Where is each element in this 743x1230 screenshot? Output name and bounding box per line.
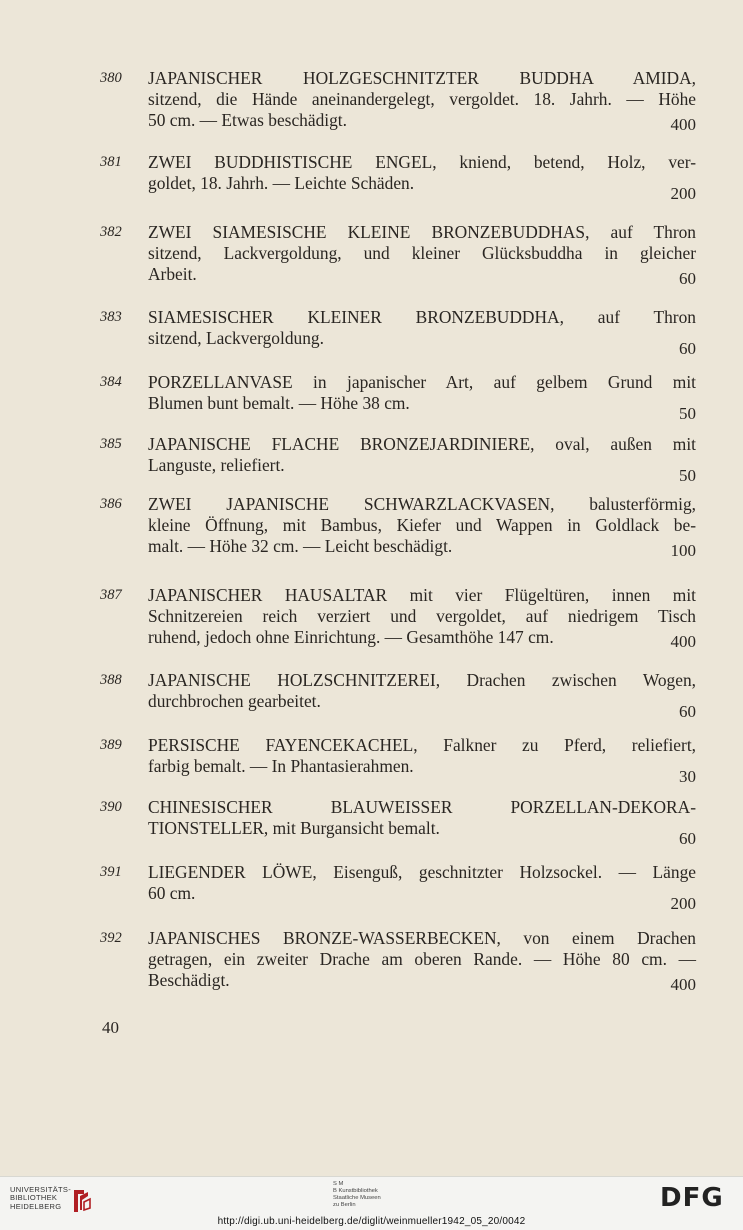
lot-description-line: Schnitzereien reich verziert und vergoldet, auf niedrigem Tisch	[148, 606, 696, 626]
lot-number: 389	[100, 737, 122, 753]
dfg-logo[interactable]: DFG	[660, 1183, 724, 1213]
lot-price: 50	[679, 404, 696, 423]
lot-price: 50	[679, 466, 696, 485]
lot-description	[148, 222, 696, 285]
lot-description	[148, 68, 696, 131]
lot-description-line: PERSISCHE FAYENCEKACHEL, Falkner zu Pferd, reliefiert,	[148, 735, 696, 755]
lot-description-line: JAPANISCHER HOLZGESCHNITZTER BUDDHA AMIDA,	[148, 68, 696, 88]
lot-description-line: Languste, reliefiert.	[148, 455, 285, 475]
lot-description-line: PORZELLANVASE in japanischer Art, auf gelbem Grund mit	[148, 372, 696, 392]
lot-description-line: kleine Öffnung, mit Bambus, Kiefer und Wappen in Goldlack be-	[148, 515, 696, 535]
lot-price: 200	[670, 894, 696, 913]
university-line: HEIDELBERG	[10, 1201, 62, 1211]
lot-description	[148, 372, 696, 414]
lot-description-line: ruhend, jedoch ohne Einrichtung. — Gesamthöhe 147 cm.	[148, 627, 554, 647]
smb-line: S M	[333, 1181, 344, 1187]
lot-number: 391	[100, 864, 122, 880]
lot-price: 400	[670, 632, 696, 651]
lot-description-line: durchbrochen gearbeitet.	[148, 691, 321, 711]
smb-line: Staatliche Museen	[333, 1195, 381, 1201]
lot-description	[148, 152, 696, 194]
smb-line: B Kunstbibliothek	[333, 1188, 378, 1194]
lot-description	[148, 307, 696, 349]
lot-number: 380	[100, 70, 122, 86]
lot-description-line: ZWEI SIAMESISCHE KLEINE BRONZEBUDDHAS, auf Thron	[148, 222, 696, 242]
lot-number: 390	[100, 799, 122, 815]
lot-description	[148, 494, 696, 557]
lot-description-line: ZWEI BUDDHISTISCHE ENGEL, kniend, betend, Holz, ver-	[148, 152, 696, 172]
lot-description	[148, 585, 696, 648]
lot-description-line: JAPANISCHER HAUSALTAR mit vier Flügeltüren, innen mit	[148, 585, 696, 605]
smb-logo[interactable]	[333, 1181, 381, 1209]
lot-number: 385	[100, 436, 122, 452]
lot-description-line: Blumen bunt bemalt. — Höhe 38 cm.	[148, 393, 410, 413]
lot-price: 60	[679, 702, 696, 721]
lot-description-line: malt. — Höhe 32 cm. — Leicht beschädigt.	[148, 536, 453, 556]
lot-description-line: JAPANISCHE FLACHE BRONZEJARDINIERE, oval, außen mit	[148, 434, 696, 454]
lot-description	[148, 797, 696, 839]
university-line: UNIVERSITÄTS-	[10, 1185, 71, 1194]
lot-description-line: LIEGENDER LÖWE, Eisenguß, geschnitzter Holzsockel. — Länge	[148, 862, 696, 882]
page-number: 40	[102, 1018, 119, 1037]
lot-price: 30	[679, 767, 696, 786]
footer-bar	[0, 1176, 743, 1230]
lot-description-line: Arbeit.	[148, 264, 197, 284]
smb-line: zu Berlin	[333, 1202, 356, 1208]
lot-description	[148, 670, 696, 712]
lot-description-line: TIONSTELLER, mit Burgansicht bemalt.	[148, 818, 440, 838]
lot-price: 400	[670, 975, 696, 994]
university-line: BIBLIOTHEK	[10, 1193, 58, 1203]
lot-number: 382	[100, 224, 122, 240]
lot-description-line: SIAMESISCHER KLEINER BRONZEBUDDHA, auf Thron	[148, 307, 696, 327]
lot-number: 388	[100, 672, 122, 688]
lot-description	[148, 735, 696, 777]
lot-number: 386	[100, 496, 122, 512]
lot-number: 381	[100, 154, 122, 170]
lot-description-line: 50 cm. — Etwas beschädigt.	[148, 110, 347, 130]
lot-description-line: 60 cm.	[148, 883, 196, 903]
lot-description	[148, 862, 696, 904]
lot-description-line: JAPANISCHE HOLZSCHNITZEREI, Drachen zwischen Wogen,	[148, 670, 696, 690]
lot-number: 392	[100, 930, 122, 946]
lot-description	[148, 928, 696, 991]
lot-description-line: getragen, ein zweiter Drache am oberen Rande. — Höhe 80 cm. —	[148, 949, 696, 969]
lot-description-line: sitzend, Lackvergoldung.	[148, 328, 324, 348]
permalink-url[interactable]: http://digi.ub.uni-heidelberg.de/diglit/weinmueller1942_05_20/0042	[217, 1216, 526, 1227]
lot-price: 60	[679, 339, 696, 358]
lot-description-line: farbig bemalt. — In Phantasierahmen.	[148, 756, 414, 776]
lot-description-line: goldet, 18. Jahrh. — Leichte Schäden.	[148, 173, 415, 193]
lot-description-line: JAPANISCHES BRONZE-WASSERBECKEN, von einem Drachen	[148, 928, 696, 948]
lot-description-line: Beschädigt.	[148, 970, 230, 990]
lot-number: 383	[100, 309, 122, 325]
lot-description-line: ZWEI JAPANISCHE SCHWARZLACKVASEN, balusterförmig,	[148, 494, 696, 514]
lot-number: 384	[100, 374, 122, 390]
lot-number: 387	[100, 587, 122, 603]
university-library-logo[interactable]	[10, 1186, 130, 1218]
lot-price: 100	[670, 541, 696, 560]
university-emblem-icon	[70, 1186, 92, 1216]
lot-description-line: CHINESISCHER BLAUWEISSER PORZELLAN-DEKORA-	[148, 797, 696, 817]
lot-price: 400	[670, 115, 696, 134]
lot-description-line: sitzend, die Hände aneinandergelegt, vergoldet. 18. Jahrh. — Höhe	[148, 89, 696, 109]
university-name	[10, 1186, 71, 1211]
lot-description	[148, 434, 696, 476]
lot-description-line: sitzend, Lackvergoldung, und kleiner Glücksbuddha in gleicher	[148, 243, 696, 263]
lot-price: 60	[679, 829, 696, 848]
lot-price: 200	[670, 184, 696, 203]
lot-price: 60	[679, 269, 696, 288]
